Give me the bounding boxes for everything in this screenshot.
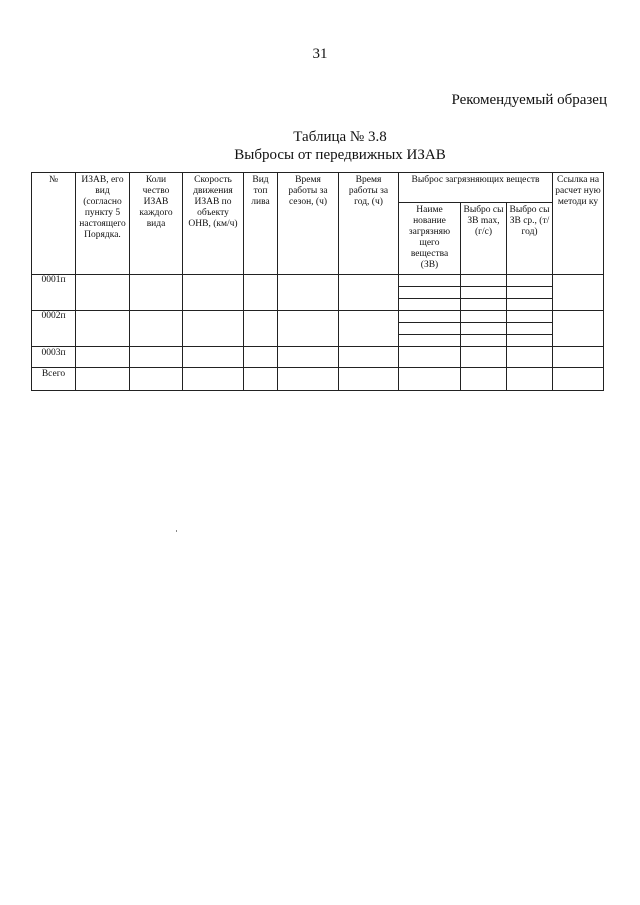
table-cell [553, 311, 604, 347]
table-cell [76, 275, 130, 311]
total-label-cell: Всего [32, 368, 76, 391]
table-cell [130, 347, 183, 368]
table-cell [278, 368, 339, 391]
table-row [32, 311, 604, 323]
table-cell [339, 275, 399, 311]
table-cell [399, 275, 461, 287]
header-emission-avg: Выбро сы ЗВ ср., (т/год) [507, 203, 553, 275]
header-season-time: Время работы за сезон, (ч) [278, 173, 339, 275]
table-cell [399, 311, 461, 323]
table-cell [461, 287, 507, 299]
table-row [32, 275, 604, 287]
table-cell [399, 323, 461, 335]
table-cell [183, 311, 244, 347]
table-cell [339, 311, 399, 347]
table-cell [339, 347, 399, 368]
table-cell [507, 287, 553, 299]
table-cell [183, 347, 244, 368]
table-cell [244, 311, 278, 347]
scan-speck [176, 530, 177, 532]
table-cell [553, 275, 604, 311]
table-cell [278, 311, 339, 347]
table-cell [183, 368, 244, 391]
header-izav-type: ИЗАВ, его вид (согласно пункту 5 настоящего Порядка. [76, 173, 130, 275]
table-cell [244, 368, 278, 391]
table-cell [76, 347, 130, 368]
table-cell [76, 368, 130, 391]
table-cell [244, 347, 278, 368]
table-cell [278, 347, 339, 368]
table-cell [553, 368, 604, 391]
table-cell [461, 323, 507, 335]
table-title [0, 128, 640, 164]
table-cell [244, 275, 278, 311]
row-id-cell: 0003п [32, 347, 76, 368]
header-year-time: Время работы за год, (ч) [339, 173, 399, 275]
table-cell [461, 368, 507, 391]
table-cell [553, 347, 604, 368]
table-cell [507, 347, 553, 368]
table-cell [461, 335, 507, 347]
table-cell [339, 368, 399, 391]
table-cell [461, 311, 507, 323]
table-cell [507, 323, 553, 335]
table-cell [278, 275, 339, 311]
table-cell [507, 275, 553, 287]
header-method-reference: Ссылка на расчет ную методи ку [553, 173, 604, 275]
header-count: Коли чество ИЗАВ каждого вида [130, 173, 183, 275]
header-emission-max: Выбро сы ЗВ max, (г/с) [461, 203, 507, 275]
header-number: № [32, 173, 76, 275]
table-cell [461, 299, 507, 311]
table-cell [507, 368, 553, 391]
header-pollutant-name: Наиме нование загрязняю щего вещества (ЗВ) [399, 203, 461, 275]
row-id-cell: 0001п [32, 275, 76, 311]
table-cell [507, 299, 553, 311]
sample-label: Рекомендуемый образец [451, 92, 607, 108]
table-cell [461, 347, 507, 368]
table-cell [130, 368, 183, 391]
table-cell [399, 335, 461, 347]
table-cell [507, 311, 553, 323]
table-caption: Выбросы от передвижных ИЗАВ [234, 147, 446, 163]
table-cell [76, 311, 130, 347]
table-cell [461, 275, 507, 287]
table-cell [399, 287, 461, 299]
header-speed: Скорость движения ИЗАВ по объекту ОНВ, (км/ч) [183, 173, 244, 275]
table-cell [399, 368, 461, 391]
table-cell [130, 275, 183, 311]
header-fuel-type: Вид топ лива [244, 173, 278, 275]
table-cell [507, 335, 553, 347]
table-cell [399, 299, 461, 311]
table-cell [183, 275, 244, 311]
emissions-table [31, 172, 604, 391]
page-number: 31 [312, 46, 328, 62]
table-cell [399, 347, 461, 368]
total-row [32, 368, 604, 391]
table-number: Таблица № 3.8 [293, 129, 387, 145]
table-cell [130, 311, 183, 347]
table-row [32, 347, 604, 368]
header-pollutant-emissions: Выброс загрязняющих веществ [399, 173, 553, 203]
row-id-cell: 0002п [32, 311, 76, 347]
